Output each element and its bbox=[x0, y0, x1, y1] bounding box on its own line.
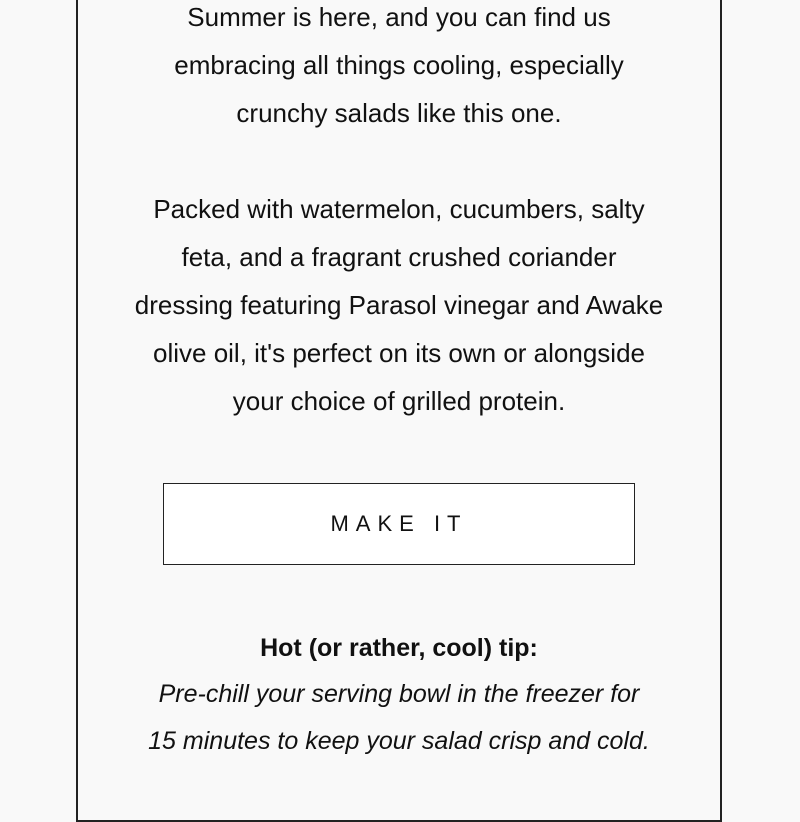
description-paragraph bbox=[99, 185, 699, 425]
description-line: olive oil, it's perfect on its own or alongside bbox=[153, 338, 645, 368]
intro-line: crunchy salads like this one. bbox=[236, 98, 562, 128]
tip-line: Pre-chill your serving bowl in the freezer for bbox=[158, 680, 640, 708]
description-line: feta, and a fragrant crushed coriander bbox=[181, 242, 617, 272]
tip-line: 15 minutes to keep your salad crisp and cold. bbox=[148, 727, 650, 755]
description-line: your choice of grilled protein. bbox=[232, 386, 566, 416]
intro-line: embracing all things cooling, especially bbox=[174, 50, 624, 80]
make-it-button[interactable]: MAKE IT bbox=[163, 483, 635, 565]
intro-line: Summer is here, and you can find us bbox=[187, 2, 611, 32]
recipe-content bbox=[78, 0, 720, 765]
description-line: dressing featuring Parasol vinegar and Awake bbox=[134, 290, 664, 320]
tip-title: Hot (or rather, cool) tip: bbox=[260, 634, 538, 662]
intro-paragraph bbox=[99, 0, 699, 137]
content-frame bbox=[76, 0, 722, 822]
tip-body bbox=[89, 671, 709, 765]
description-line: Packed with watermelon, cucumbers, salty bbox=[153, 194, 645, 224]
